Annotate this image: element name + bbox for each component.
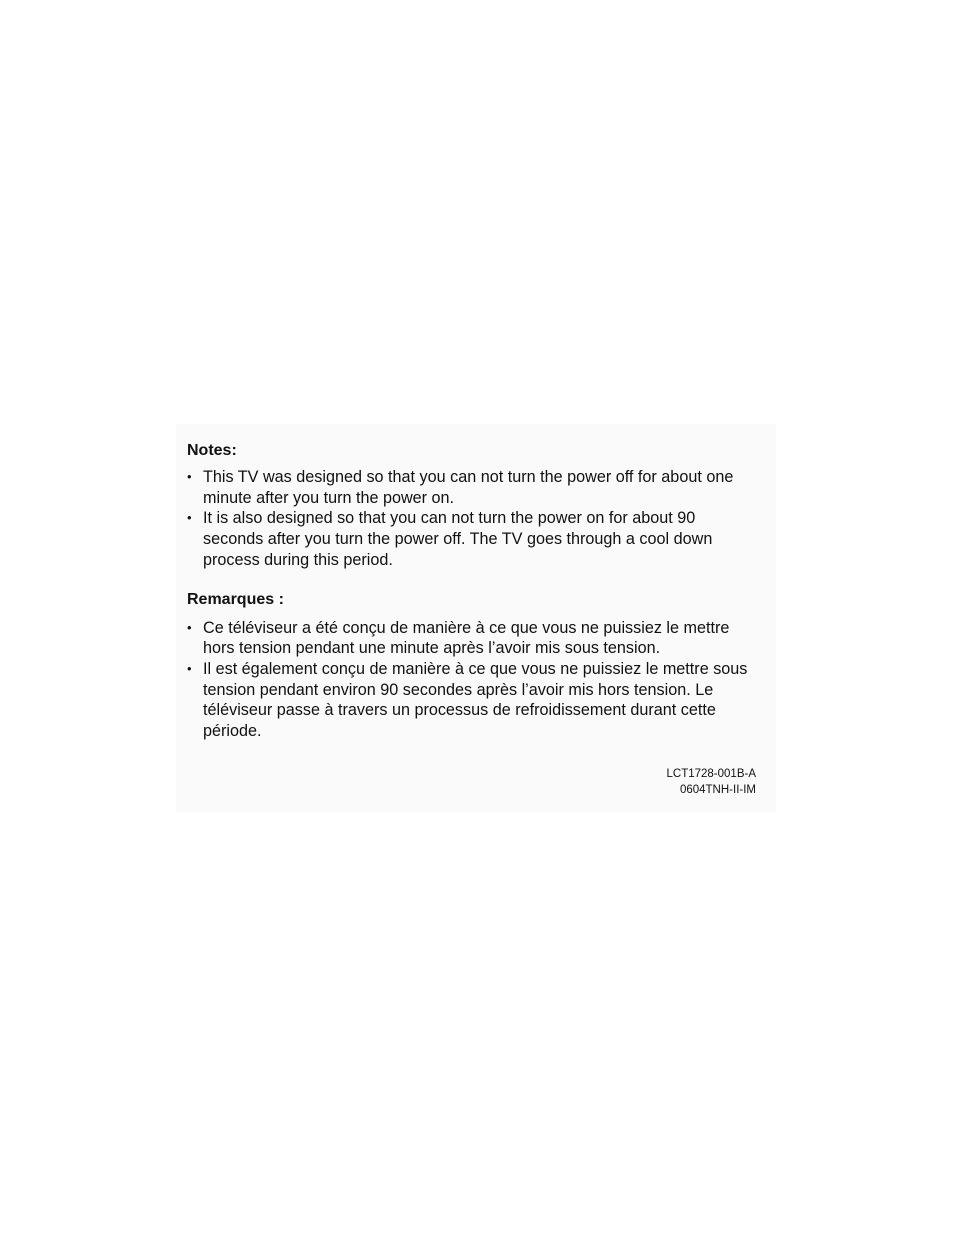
document-code-line-2: 0604TNH-II-IM: [679, 784, 756, 796]
notes-heading: Notes:: [187, 442, 237, 459]
note-text: It is also designed so that you can not turn the power on for about 90 seconds after you turn the power off. The TV goes through a cool down process during this period.: [203, 509, 713, 569]
list-item: [187, 508, 757, 570]
list-item: [187, 618, 757, 659]
remarques-heading: Remarques :: [187, 590, 284, 608]
document-codes: [667, 766, 757, 798]
bullet-icon: •: [187, 510, 192, 526]
list-item: [187, 467, 757, 508]
remarques-list: [187, 618, 757, 742]
bullet-icon: •: [187, 469, 192, 484]
bullet-icon: •: [187, 619, 192, 635]
notes-content: [187, 440, 757, 742]
remarque-text: Il est également conçu de manière à ce que vous ne puissiez le mettre sous tension pendant environ 90 secondes après l’avoir mis hors tension. Le téléviseur passe à travers un processus de refroidissement durant cette période.: [203, 659, 748, 741]
document-code-line-1: LCT1728-001B-A: [666, 768, 756, 780]
bullet-icon: •: [187, 660, 192, 676]
remarque-text: Ce téléviseur a été conçu de manière à ce que vous ne puissiez le mettre hors tension pendant une minute après l’avoir mis sous tension.: [203, 618, 730, 658]
notes-list: [187, 467, 757, 571]
note-text: This TV was designed so that you can not turn the power off for about one minute after you turn the power on.: [203, 468, 734, 507]
list-item: [187, 659, 757, 742]
